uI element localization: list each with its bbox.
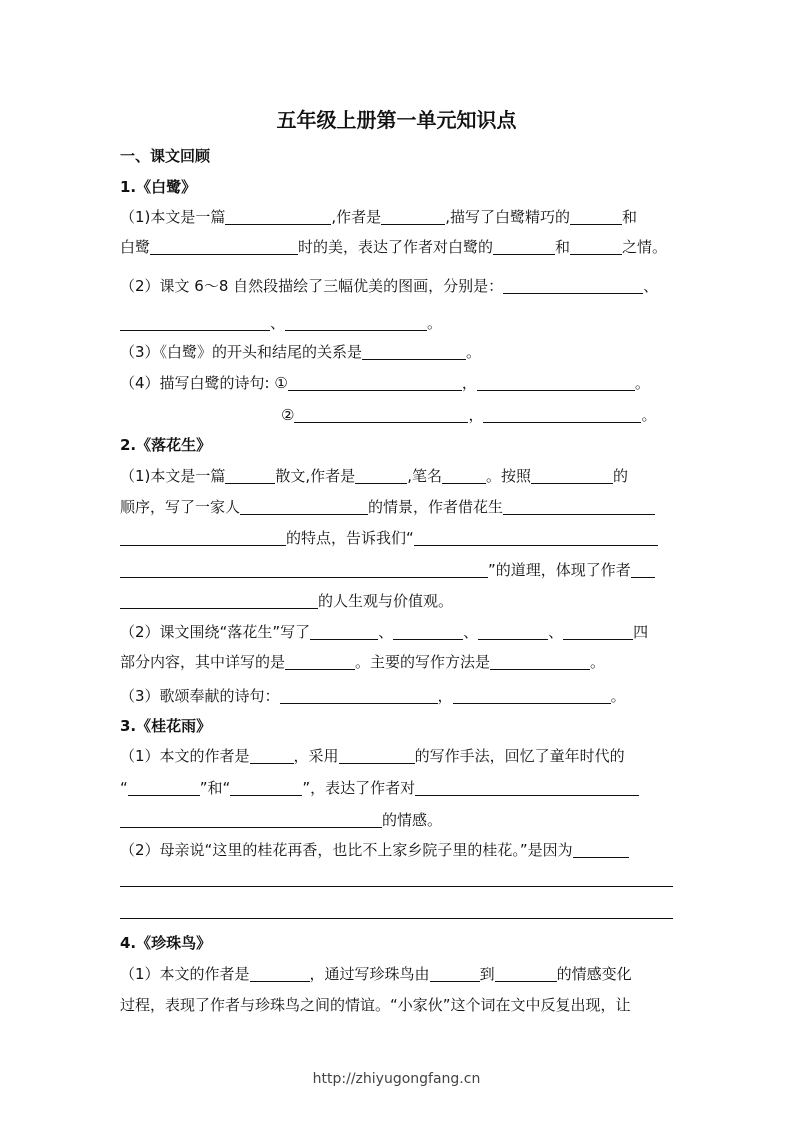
blank[interactable] — [230, 779, 302, 796]
blank[interactable] — [285, 314, 427, 331]
blank[interactable] — [573, 841, 629, 858]
lesson2-line6: （2）课文围绕“落花生”写了 、 、 、 四 — [120, 623, 649, 641]
footer-url: http://zhiyugongfang.cn — [312, 1071, 481, 1087]
section-heading: 一、课文回顾 — [120, 147, 211, 165]
blank[interactable] — [503, 277, 643, 294]
lesson1-line6: （4）描写白鹭的诗句: ① ， 。 — [120, 374, 650, 392]
lesson1-line5: （3）《白鹭》的开头和结尾的关系是 。 — [120, 343, 482, 361]
lesson3-line2: “ ”和“ ”，表达了作者对 — [120, 778, 639, 798]
blank[interactable] — [250, 965, 310, 982]
blank[interactable] — [490, 653, 590, 670]
blank[interactable] — [120, 314, 270, 331]
lesson1-line2: 白鹭 时的美，表达了作者对白鹭的 和 之情。 — [120, 238, 668, 256]
lesson2-line1: （1)本文是一篇 散文,作者是 ,笔名 。按照 的 — [120, 467, 628, 485]
blank[interactable] — [503, 498, 655, 515]
lesson2-line8: （3）歌颂奉献的诗句： ， 。 — [120, 687, 626, 705]
blank[interactable] — [285, 653, 355, 670]
lesson1-line7: ② ， 。 — [281, 406, 657, 424]
answer-line[interactable] — [120, 886, 673, 887]
blank[interactable] — [430, 965, 480, 982]
lesson3-line4: （2）母亲说“这里的桂花再香，也比不上家乡院子里的桂花。”是因为 — [120, 840, 629, 860]
blank[interactable] — [120, 592, 318, 609]
lesson2-line5: 的人生观与价值观。 — [120, 591, 453, 611]
lesson3-line3: 的情感。 — [120, 810, 442, 830]
blank[interactable] — [339, 747, 415, 764]
blank[interactable] — [381, 208, 445, 225]
page-title: 五年级上册第一单元知识点 — [276, 108, 517, 132]
lesson4-line2: 过程，表现了作者与珍珠鸟之间的情谊。“小家伙”这个词在文中反复出现，让 — [120, 996, 631, 1014]
blank[interactable] — [442, 467, 486, 484]
blank[interactable] — [120, 811, 382, 828]
lesson-heading-2: 2.《落花生》 — [120, 436, 212, 454]
blank[interactable] — [393, 623, 463, 640]
blank[interactable] — [310, 623, 378, 640]
blank[interactable] — [563, 623, 633, 640]
lesson2-line2: 顺序，写了一家人 的情景，作者借花生 — [120, 497, 655, 517]
lesson3-line1: （1）本文的作者是 ，采用 的写作手法，回忆了童年时代的 — [120, 747, 625, 765]
blank[interactable] — [483, 406, 641, 423]
blank[interactable] — [631, 561, 655, 578]
lesson2-line4: ”的道理，体现了作者 — [120, 560, 655, 580]
blank[interactable] — [362, 343, 466, 360]
lesson2-line7: 部分内容，其中详写的是 。主要的写作方法是 。 — [120, 653, 606, 671]
blank[interactable] — [120, 529, 286, 546]
lesson4-line1: （1）本文的作者是 ，通过写珍珠鸟由 到 的情感变化 — [120, 965, 632, 983]
blank[interactable] — [570, 208, 622, 225]
blank[interactable] — [294, 406, 468, 423]
lesson-heading-4: 4.《珍珠鸟》 — [120, 934, 212, 952]
blank[interactable] — [493, 238, 555, 255]
blank[interactable] — [415, 779, 639, 796]
blank[interactable] — [570, 238, 622, 255]
blank[interactable] — [495, 965, 557, 982]
lesson1-line3: （2）课文 6～8 自然段描绘了三幅优美的图画，分别是： 、 — [120, 277, 659, 295]
lesson-heading-3: 3.《桂花雨》 — [120, 717, 212, 735]
blank[interactable] — [225, 208, 331, 225]
blank[interactable] — [414, 529, 658, 546]
blank[interactable] — [120, 561, 488, 578]
blank[interactable] — [531, 467, 613, 484]
blank[interactable] — [225, 467, 275, 484]
blank[interactable] — [478, 623, 548, 640]
blank[interactable] — [150, 238, 298, 255]
blank[interactable] — [355, 467, 407, 484]
lesson1-line4: 、 。 — [120, 313, 442, 333]
blank[interactable] — [477, 374, 635, 391]
blank[interactable] — [240, 498, 368, 515]
blank[interactable] — [128, 779, 200, 796]
blank[interactable] — [250, 747, 294, 764]
blank[interactable] — [453, 687, 611, 704]
answer-line[interactable] — [120, 918, 673, 919]
lesson2-line3: 的特点，告诉我们“ — [120, 528, 658, 548]
lesson-heading-1: 1.《白鹭》 — [120, 178, 197, 196]
lesson1-line1: （1)本文是一篇 ,作者是 ,描写了白鹭精巧的 和 — [120, 208, 637, 226]
blank[interactable] — [288, 374, 462, 391]
blank[interactable] — [280, 687, 438, 704]
